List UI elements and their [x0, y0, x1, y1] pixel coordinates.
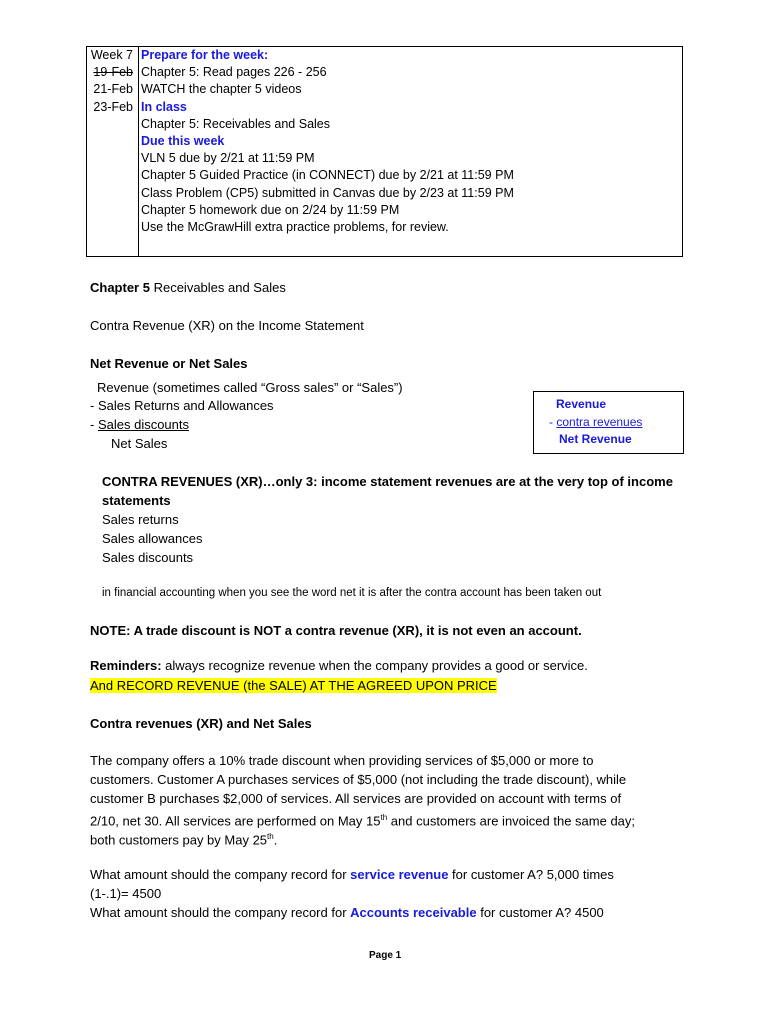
contra-item-discounts: Sales discounts [102, 550, 194, 565]
task-line: Use the McGrawHill extra practice problems, for review. [141, 219, 449, 234]
q1-a: What amount should the company record for [90, 867, 351, 882]
contra-heading-line2: statements [102, 493, 171, 508]
dash: - [90, 417, 98, 432]
p5-b: . [273, 832, 278, 848]
week-column [87, 47, 139, 256]
net-revenue-heading: Net Revenue or Net Sales [90, 356, 248, 371]
paragraph-line1: The company offers a 10% trade discount when providing services of $5,000 or more to [90, 753, 594, 768]
paragraph-line5 [90, 827, 277, 849]
chapter-name: Receivables and Sales [149, 280, 286, 295]
reminders-label: Reminders: [90, 658, 162, 673]
task-line: In class [141, 99, 187, 114]
net-sales-line: Net Sales [111, 436, 168, 451]
q1-b: for customer A? 5,000 times [448, 867, 614, 882]
date-feb21: 21-Feb [93, 82, 133, 97]
trade-discount-note: NOTE: A trade discount is NOT a contra revenue (XR), it is not even an account. [90, 623, 582, 638]
q2-a: What amount should the company record for [90, 905, 351, 920]
sales-discounts-underlined: Sales discounts [97, 417, 190, 432]
question-1 [90, 865, 614, 884]
reminders-line [90, 656, 588, 675]
task-line: Chapter 5 Guided Practice (in CONNECT) due by 2/21 at 11:59 PM [141, 168, 514, 183]
tasks-column [141, 47, 682, 256]
task-line: VLN 5 due by 2/21 at 11:59 PM [141, 151, 315, 166]
task-line: Chapter 5 homework due on 2/24 by 11:59 PM [141, 202, 400, 217]
chapter-number: Chapter 5 [90, 280, 150, 295]
reminders-text: always recognize revenue when the company provides a good or service. [161, 658, 588, 673]
task-line: Prepare for the week: [141, 48, 269, 62]
q2-term: Accounts receivable [350, 905, 477, 920]
contra-revenue-line: Contra Revenue (XR) on the Income Statement [90, 318, 364, 333]
date-feb23: 23-Feb [93, 99, 133, 114]
box-net-revenue: Net Revenue [559, 432, 632, 446]
task-line: Due this week [141, 133, 225, 148]
box-contra-line [534, 414, 683, 432]
discounts-line [90, 415, 189, 434]
reminders-highlight: And RECORD REVENUE (the SALE) AT THE AGREED UPON PRICE [90, 678, 497, 693]
task-line: WATCH the chapter 5 videos [141, 82, 302, 97]
page-number: Page 1 [369, 950, 402, 961]
paragraph-line3: customer B purchases $2,000 of services. All services are provided on account with terms of [90, 791, 622, 806]
p4-a: 2/10, net 30. All services are performed on May 15 [90, 813, 381, 829]
returns-line: - Sales Returns and Allowances [90, 398, 274, 413]
schedule-table [86, 46, 683, 257]
paragraph-line2: customers. Customer A purchases services of $5,000 (not including the trade discount), while [90, 772, 627, 787]
week-label: Week 7 [90, 48, 133, 62]
q2-b: for customer A? 4500 [476, 905, 604, 920]
question-1-answer: (1-.1)= 4500 [90, 886, 162, 901]
p4-sup: th [380, 813, 388, 822]
question-2 [90, 903, 604, 922]
net-note: in financial accounting when you see the word net it is after the contra account has been taken out [102, 587, 602, 599]
contra-item-allowances: Sales allowances [102, 531, 203, 546]
box-revenue: Revenue [556, 397, 607, 411]
chapter-title [90, 278, 286, 297]
task-line: Class Problem (CP5) submitted in Canvas due by 2/23 at 11:59 PM [141, 185, 514, 200]
reminders-highlight-line [90, 676, 497, 695]
net-revenue-box [533, 391, 684, 454]
p5-sup: th [267, 832, 274, 841]
contra-net-heading: Contra revenues (XR) and Net Sales [90, 716, 312, 731]
task-line: Chapter 5: Receivables and Sales [141, 116, 331, 131]
box-contra-revenues: contra revenues [556, 414, 643, 429]
p4-b: and customers are invoiced the same day; [387, 813, 636, 829]
q1-term: service revenue [350, 867, 449, 882]
box-dash: - [549, 414, 557, 429]
revenue-line: Revenue (sometimes called “Gross sales” or “Sales”) [97, 380, 403, 395]
p5-a: both customers pay by May 25 [90, 832, 268, 848]
date-feb19: 19-Feb [93, 65, 133, 80]
task-line: Chapter 5: Read pages 226 - 256 [141, 65, 327, 80]
contra-heading-line1: CONTRA REVENUES (XR)…only 3: income statement revenues are at the very top of income [102, 474, 673, 489]
contra-item-returns: Sales returns [102, 512, 179, 527]
